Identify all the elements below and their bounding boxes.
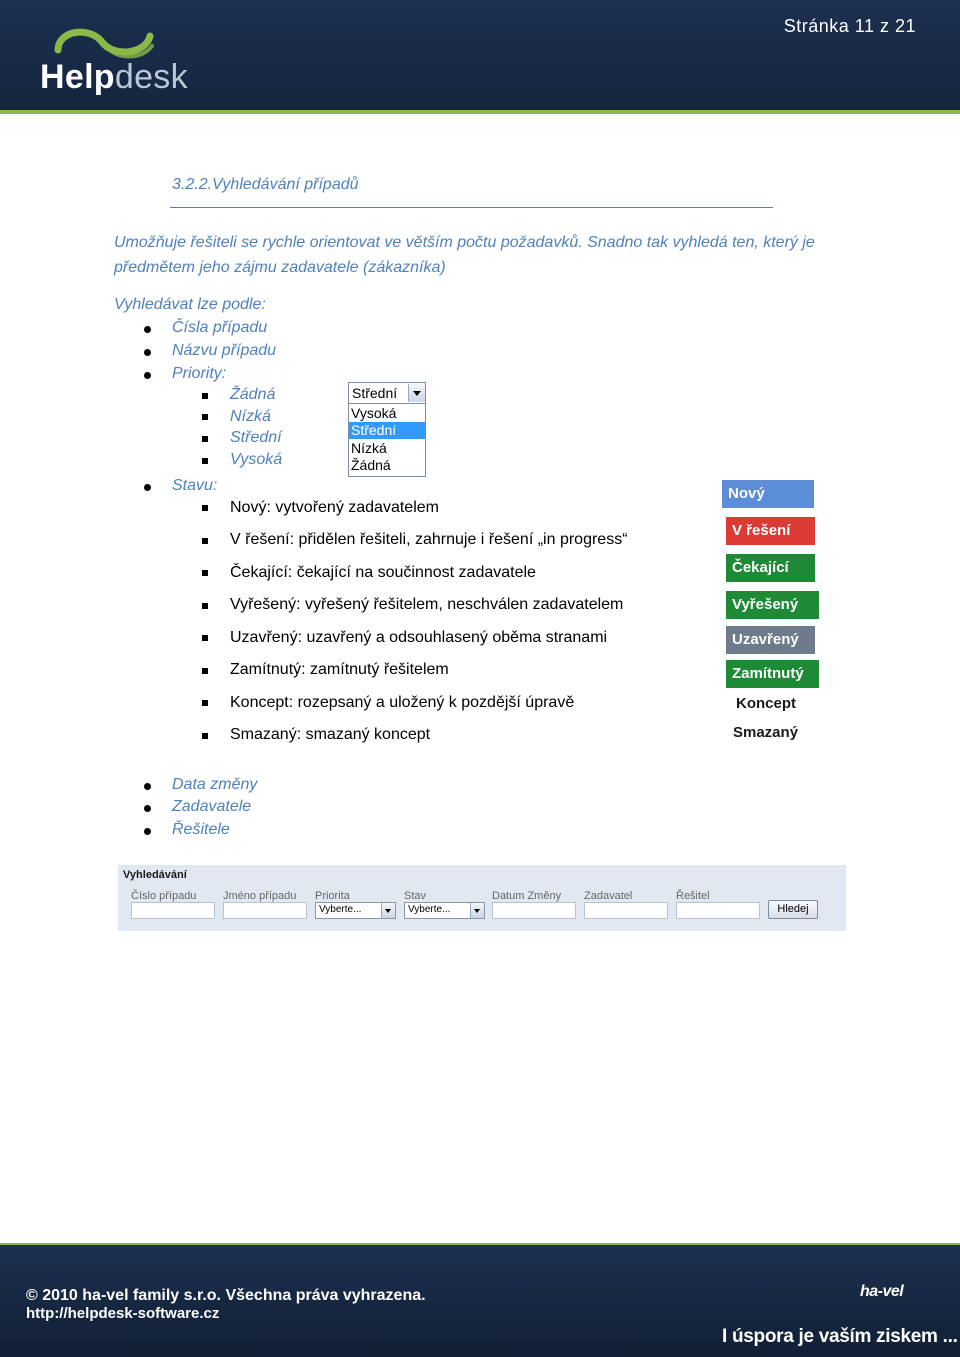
search-by-label: Vyhledávat lze podle:	[114, 296, 266, 313]
state-badge-solved: Vyřešený	[726, 591, 819, 619]
helpdesk-logo-text: Helpdesk	[40, 58, 188, 96]
square-bullet-icon	[202, 603, 208, 609]
priority-item: Vysoká	[230, 451, 283, 468]
criterion-case-name: Názvu případu	[172, 342, 277, 359]
case-name-input[interactable]	[223, 902, 307, 919]
criterion-case-number: Čísla případu	[172, 319, 268, 336]
state-description: Smazaný: smazaný koncept	[230, 726, 431, 743]
bullet-icon	[144, 326, 151, 333]
square-bullet-icon	[202, 414, 208, 420]
page-header	[0, 0, 960, 110]
label-state: Stav	[404, 890, 427, 902]
label-case-number: Číslo případu	[131, 890, 197, 902]
bullet-icon	[144, 805, 151, 812]
state-badge-closed: Uzavřený	[726, 626, 815, 654]
dropdown-option[interactable]: Nízká	[351, 440, 387, 456]
bullet-icon	[144, 828, 151, 835]
state-select-value: Vyberte...	[408, 904, 451, 915]
state-badge-draft: Koncept	[736, 695, 796, 712]
label-case-name: Jméno případu	[223, 890, 297, 902]
state-description: Koncept: rozepsaný a uložený k pozdější úpravě	[230, 694, 575, 711]
state-badge-in-progress: V řešení	[726, 517, 815, 545]
square-bullet-icon	[202, 505, 208, 511]
chevron-down-icon[interactable]	[408, 384, 425, 402]
state-badge-deleted: Smazaný	[733, 724, 799, 741]
square-bullet-icon	[202, 436, 208, 442]
label-change-date: Datum Změny	[492, 890, 562, 902]
dropdown-option[interactable]: Žádná	[351, 457, 391, 473]
criterion-solver: Řešitele	[172, 821, 230, 838]
criterion-change-date: Data změny	[172, 776, 258, 793]
state-description: Zamítnutý: zamítnutý řešitelem	[230, 661, 449, 678]
intro-paragraph	[114, 230, 834, 280]
search-panel-title: Vyhledávání	[123, 869, 187, 881]
priority-item: Střední	[230, 429, 282, 446]
priority-dropdown-list	[348, 403, 426, 477]
page-number: Stránka 11 z 21	[783, 16, 916, 36]
state-description: Nový: vytvořený zadavatelem	[230, 499, 439, 516]
priority-item: Nízká	[230, 408, 271, 425]
square-bullet-icon	[202, 668, 208, 674]
criterion-priority: Priority:	[172, 365, 227, 382]
state-description: V řešení: přidělen řešiteli, zahrnuje i řešení „in progress“	[230, 531, 628, 548]
label-requester: Zadavatel	[584, 890, 633, 902]
requester-input[interactable]	[584, 902, 668, 919]
criterion-state: Stavu:	[172, 477, 218, 494]
footer-copyright: © 2010 ha-vel family s.r.o. Všechna práva vyhrazena.	[26, 1287, 426, 1304]
state-description: Vyřešený: vyřešený řešitelem, neschválen zadavatelem	[230, 596, 624, 613]
bullet-icon	[144, 349, 151, 356]
criterion-requester: Zadavatele	[172, 798, 252, 815]
intro-line-2: předmětem jeho zájmu zadavatele (zákazníka)	[114, 259, 446, 276]
square-bullet-icon	[202, 700, 208, 706]
intro-line-1: Umožňuje řešiteli se rychle orientovat ve větším počtu požadavků. Snadno tak vyhledá ten, který je	[114, 234, 815, 251]
havel-logo: ha-vel	[860, 1283, 904, 1300]
chevron-down-icon[interactable]	[381, 903, 395, 918]
case-number-input[interactable]	[131, 902, 215, 919]
state-badge-new: Nový	[722, 480, 814, 508]
square-bullet-icon	[202, 635, 208, 641]
footer-slogan: I úspora je vaším ziskem ...	[722, 1326, 958, 1347]
priority-select[interactable]	[315, 902, 396, 919]
square-bullet-icon	[202, 538, 208, 544]
change-date-input[interactable]	[492, 902, 576, 919]
state-badge-rejected: Zamítnutý	[726, 660, 819, 688]
header-divider	[0, 110, 960, 114]
search-panel	[118, 865, 846, 931]
bullet-icon	[144, 484, 151, 491]
square-bullet-icon	[202, 393, 208, 399]
priority-select-value: Vyberte...	[319, 904, 362, 915]
square-bullet-icon	[202, 733, 208, 739]
search-button[interactable]: Hledej	[768, 900, 818, 919]
state-description: Čekající: čekající na součinnost zadavatele	[230, 564, 536, 581]
bullet-icon	[144, 783, 151, 790]
state-badge-waiting: Čekající	[726, 554, 815, 582]
bullet-icon	[144, 372, 151, 379]
priority-selected-value: Střední	[352, 385, 398, 401]
label-priority: Priorita	[315, 890, 350, 902]
state-select[interactable]	[404, 902, 485, 919]
state-description: Uzavřený: uzavřený a odsouhlasený oběma stranami	[230, 629, 608, 646]
heading-underline	[170, 207, 773, 208]
square-bullet-icon	[202, 458, 208, 464]
chevron-down-icon[interactable]	[470, 903, 484, 918]
dropdown-option-selected[interactable]: Střední	[349, 422, 425, 439]
solver-input[interactable]	[676, 902, 760, 919]
priority-item: Žádná	[230, 386, 276, 403]
footer-url[interactable]: http://helpdesk-software.cz	[26, 1305, 220, 1322]
square-bullet-icon	[202, 570, 208, 576]
dropdown-option[interactable]: Vysoká	[351, 405, 397, 421]
section-heading: 3.2.2.Vyhledávání případů	[172, 176, 359, 193]
priority-dropdown-field[interactable]	[348, 382, 426, 404]
label-solver: Řešitel	[676, 890, 710, 902]
